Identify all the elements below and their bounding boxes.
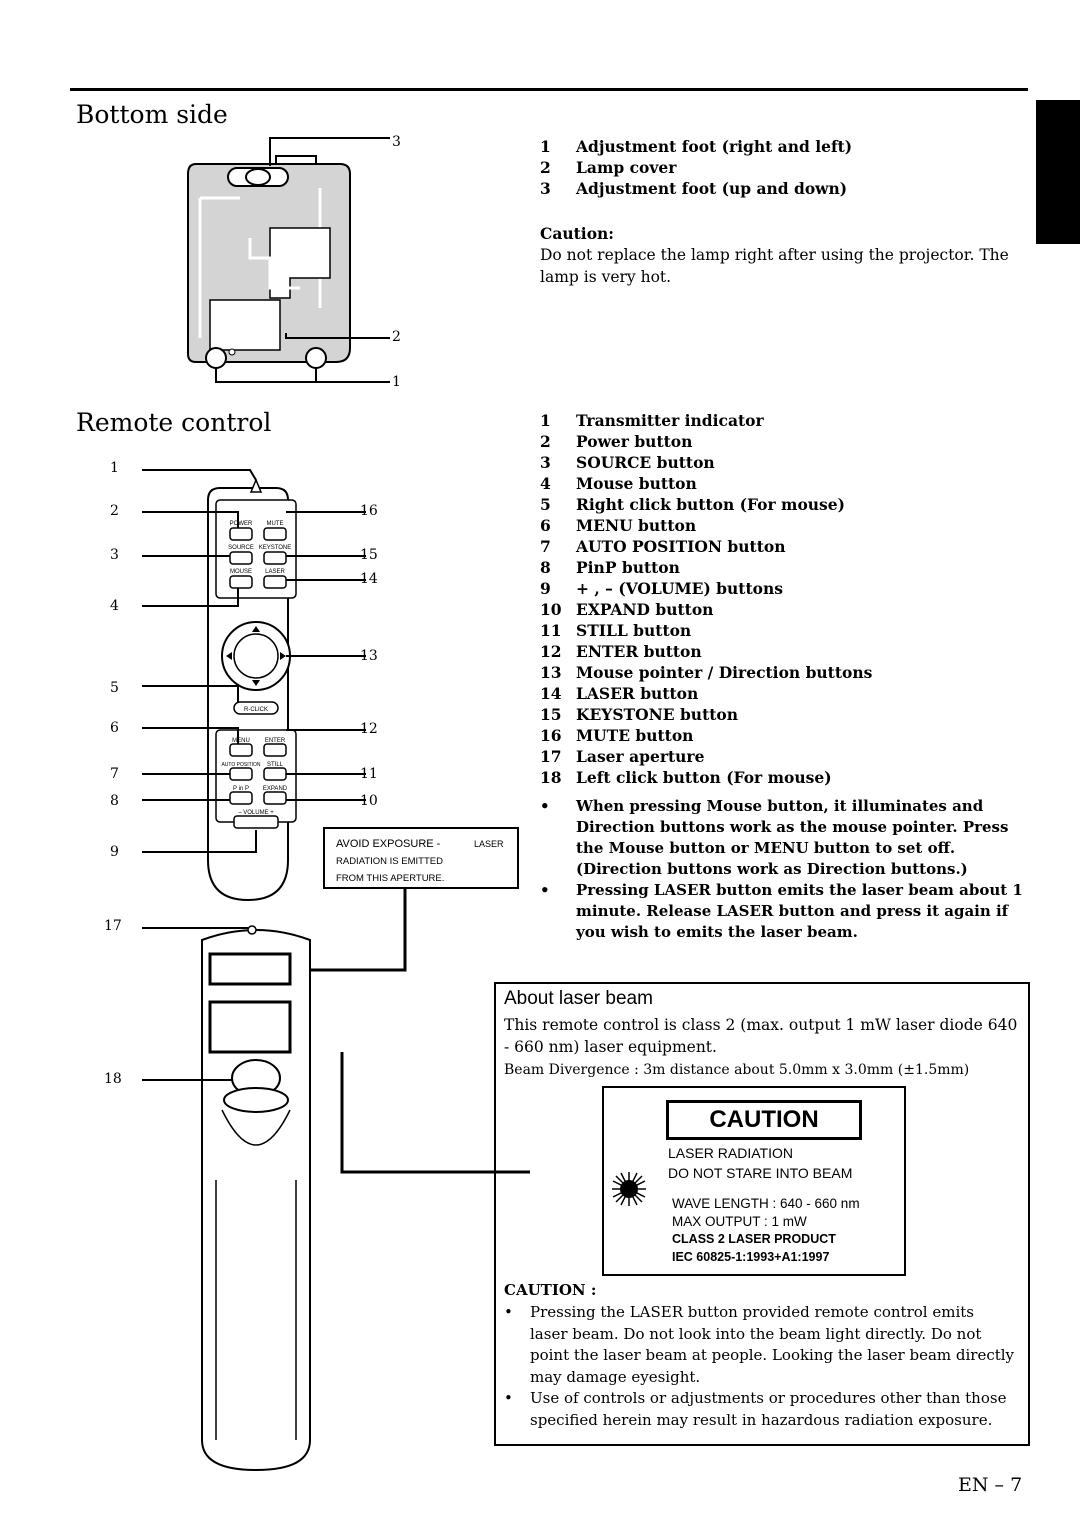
mouse-label: MOUSE bbox=[229, 569, 253, 575]
list-item: 1 Transmitter indicator bbox=[540, 411, 764, 430]
callout-11: 11 bbox=[360, 766, 378, 782]
keystone-label: KEYSTONE bbox=[258, 545, 292, 551]
callout-10: 10 bbox=[360, 793, 378, 809]
note-item: • When pressing Mouse button, it illuminates and Direction buttons work as the mouse pointer. Press the Mouse button or MENU button to set off. (Direction buttons work as Direction buttons.) bbox=[540, 797, 1009, 878]
callout-15: 15 bbox=[360, 547, 378, 563]
list-item: 11 STILL button bbox=[540, 621, 692, 640]
aperture-line1: AVOID EXPOSURE - bbox=[336, 838, 441, 850]
list-item: 4 Mouse button bbox=[540, 474, 697, 493]
volume-label: – VOLUME + bbox=[238, 810, 274, 816]
callout-8: 8 bbox=[110, 793, 119, 809]
caution-item: • Pressing the LASER button provided remote control emits laser beam. Do not look into the beam light directly. Do not point the laser beam at people. Looking the laser beam directly may damage eyesight. bbox=[504, 1303, 1015, 1386]
callout-12: 12 bbox=[360, 721, 378, 737]
callout-3: 3 bbox=[110, 547, 119, 563]
menu-label: MENU bbox=[232, 738, 250, 744]
laser-caution-list bbox=[504, 1302, 1016, 1431]
callout-7: 7 bbox=[110, 766, 119, 782]
callout-9: 9 bbox=[110, 844, 119, 860]
remote-list bbox=[540, 410, 872, 788]
aperture-line1b: LASER bbox=[474, 839, 504, 849]
list-item: 15 KEYSTONE button bbox=[540, 705, 738, 724]
source-label: SOURCE bbox=[228, 545, 254, 551]
list-item: 3 SOURCE button bbox=[540, 453, 715, 472]
callout-5: 5 bbox=[110, 680, 119, 696]
top-rule bbox=[70, 88, 1028, 91]
pinp-label: P in P bbox=[233, 786, 249, 792]
list-item: 9 + , – (VOLUME) buttons bbox=[540, 579, 783, 598]
callout-17: 17 bbox=[104, 918, 122, 934]
list-item: 10 EXPAND button bbox=[540, 600, 714, 619]
caution-item: • Use of controls or adjustments or procedures other than those specified herein may result in hazardous radiation exposure. bbox=[504, 1389, 1007, 1429]
aperture-line2: RADIATION IS EMITTED bbox=[336, 856, 443, 867]
list-item: 5 Right click button (For mouse) bbox=[540, 495, 845, 514]
label-line2: DO NOT STARE INTO BEAM bbox=[668, 1165, 853, 1181]
list-item: 3 Adjustment foot (up and down) bbox=[540, 179, 848, 198]
list-item: 17 Laser aperture bbox=[540, 747, 705, 766]
bottom-caution-title: Caution: bbox=[540, 224, 615, 243]
callout-18: 18 bbox=[104, 1071, 122, 1087]
laser-box-text1: This remote control is class 2 (max. output 1 mW laser diode 640 - 660 nm) laser equipment. bbox=[504, 1016, 1018, 1056]
aperture-line3: FROM THIS APERTURE. bbox=[336, 873, 445, 884]
bottom-side-title: Bottom side bbox=[76, 100, 228, 129]
callout-1: 1 bbox=[392, 374, 401, 390]
callout-2: 2 bbox=[392, 329, 401, 345]
caution-heading: CAUTION bbox=[666, 1100, 862, 1140]
laser-starburst-icon bbox=[612, 1172, 646, 1206]
label-line1: LASER RADIATION bbox=[668, 1145, 793, 1161]
callout-13: 13 bbox=[360, 648, 378, 664]
bottom-caution-text: Do not replace the lamp right after using the projector. The lamp is very hot. bbox=[540, 246, 1009, 286]
list-item: 8 PinP button bbox=[540, 558, 680, 577]
bottom-side-list bbox=[540, 136, 852, 199]
list-item: 2 Lamp cover bbox=[540, 158, 677, 177]
callout-16: 16 bbox=[360, 503, 378, 519]
list-item: 1 Adjustment foot (right and left) bbox=[540, 137, 853, 156]
mute-label: MUTE bbox=[266, 521, 284, 527]
callout-2: 2 bbox=[110, 503, 119, 519]
remote-diagram bbox=[110, 460, 530, 1480]
label-line3: WAVE LENGTH : 640 - 660 nm bbox=[672, 1196, 860, 1211]
label-line5: CLASS 2 LASER PRODUCT bbox=[672, 1232, 836, 1246]
laser-box-title: About laser beam bbox=[504, 988, 653, 1009]
expand-label: EXPAND bbox=[262, 786, 288, 792]
power-label: POWER bbox=[229, 521, 253, 527]
autopos-label: AUTO POSITION bbox=[221, 762, 261, 768]
laser-caution-title: CAUTION : bbox=[504, 1281, 597, 1299]
laser-box-text2: Beam Divergence : 3m distance about 5.0mm x 3.0mm (±1.5mm) bbox=[504, 1062, 970, 1078]
callout-1: 1 bbox=[110, 460, 119, 476]
language-label: ENGLISH bbox=[1052, 130, 1070, 218]
still-label: STILL bbox=[266, 762, 284, 768]
callout-3: 3 bbox=[392, 134, 401, 150]
list-item: 12 ENTER button bbox=[540, 642, 702, 661]
enter-label: ENTER bbox=[264, 738, 286, 744]
note-item: • Pressing LASER button emits the laser beam about 1 minute. Release LASER button and press it again if you wish to emits the laser beam. bbox=[540, 881, 1023, 941]
list-item: 16 MUTE button bbox=[540, 726, 694, 745]
callout-14: 14 bbox=[360, 571, 378, 587]
remote-notes bbox=[540, 796, 1030, 943]
list-item: 6 MENU button bbox=[540, 516, 697, 535]
callout-4: 4 bbox=[110, 598, 119, 614]
list-item: 13 Mouse pointer / Direction buttons bbox=[540, 663, 873, 682]
projector-bottom-diagram bbox=[180, 128, 410, 398]
label-line4: MAX OUTPUT : 1 mW bbox=[672, 1214, 807, 1229]
rclick-label: R-CLICK bbox=[243, 707, 269, 713]
laser-label: LASER bbox=[265, 569, 285, 575]
page-number: EN – 7 bbox=[958, 1474, 1023, 1496]
list-item: 14 LASER button bbox=[540, 684, 699, 703]
list-item: 2 Power button bbox=[540, 432, 693, 451]
list-item: 7 AUTO POSITION button bbox=[540, 537, 786, 556]
callout-6: 6 bbox=[110, 720, 119, 736]
label-line6: IEC 60825-1:1993+A1:1997 bbox=[672, 1250, 830, 1264]
remote-control-title: Remote control bbox=[76, 408, 272, 437]
list-item: 18 Left click button (For mouse) bbox=[540, 768, 832, 787]
